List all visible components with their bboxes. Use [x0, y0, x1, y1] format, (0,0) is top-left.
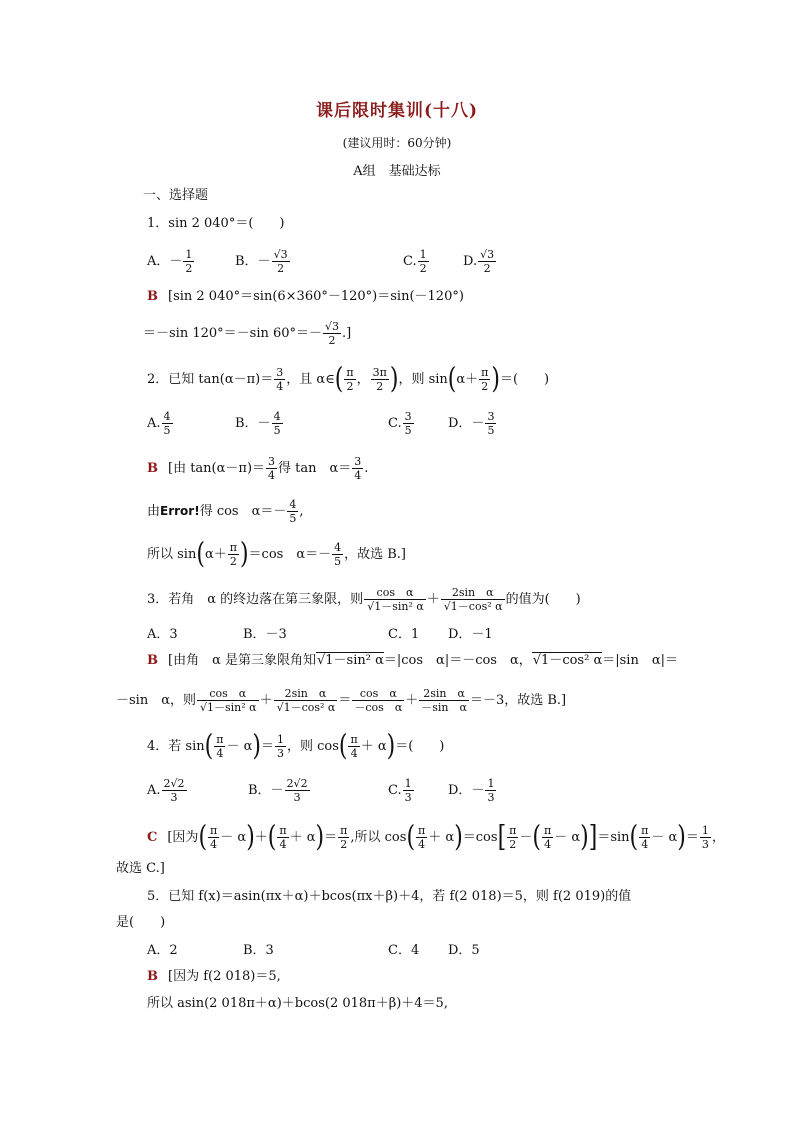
q1-opt-c: C. [403, 254, 417, 269]
q1-stem: 1．sin 2 040°＝( ) [147, 216, 285, 231]
q4-solution-line1: C [因为( $\frac{\pi}{4}$ － α)＋( $\frac{\pi}{4}$ ＋ α)＝ $\frac{\pi}{2}$ ,所以 cos( $\frac{\pi}{4}$ ＋ α)＝cos[ $\frac{\pi}{2}$ －( $\frac{\pi}{4}$ － α)]＝sin( $\frac{\pi}{4}$ － α)＝ $\frac{1}{3}$ ， [147, 820, 725, 854]
q1-solution-line2: ＝－sin 120°＝－sin 60°＝－ $\frac{√3}{2}$ .] [143, 320, 352, 347]
q2-options: A. $\frac{4}{5}$ B．－ $\frac{4}{5}$ C. $\frac{3}{5}$ D．－ $\frac{3}{5}$ [147, 410, 495, 437]
q5-stem-line1: 5．已知 f(x)＝asin(πx＋α)＋bcos(πx＋β)＋4，若 f(2 018)＝5，则 f(2 019)的值 [147, 889, 632, 904]
q5-options: A．2 B．3 C．4 D．5 [147, 943, 480, 958]
q4-solution-line2: 故选 C.] [116, 861, 165, 876]
q2-solution-line2: 由Error!得 cos α＝－ $\frac{4}{5}$ , [147, 498, 304, 525]
q3-solution-line2: －sin α，则 $\frac{\text{cos α}}{\text{√1－sin² α}}$ ＋ $\frac{\text{2sin α}}{\text{√1－cos² α}}$ ＝ $\frac{\text{cos α}}{\text{－cos α}}$ ＋ $\frac{\text{2sin α}}{\text{－sin α}}$ ＝－3，故选 B.] [116, 687, 567, 714]
q3-solution-line1: B [由角 α 是第三象限角知√1－sin² α＝|cos α|＝－cos α，√1－cos² α＝|sin α|＝ [147, 653, 678, 668]
q5-solution-line2: 所以 asin(2 018π＋α)＋bcos(2 018π＋β)＋4＝5, [147, 996, 448, 1011]
q5-solution-line1: B [因为 f(2 018)＝5, [147, 969, 281, 984]
time-hint: (建议用时：60分钟) [342, 136, 452, 150]
q4-options: A. $\frac{2√2}{3}$ B．－ $\frac{2√2}{3}$ C. $\frac{1}{3}$ D．－ $\frac{1}{3}$ [147, 777, 495, 804]
q3-options: A．3 B．－3 C．1 D．－1 [147, 627, 493, 642]
q2-solution-line1: B [由 tan(α－π)＝ $\frac{3}{4}$ 得 tan α＝ $\frac{3}{4}$ . [147, 455, 369, 482]
q5-stem-line2: 是( ) [116, 915, 166, 930]
group-label: A组 基础达标 [353, 164, 441, 179]
q2-solution-line3: 所以 sin(α＋ $\frac{\pi}{2}$ )＝cos α＝－ $\frac{4}{5}$ ，故选 B.] [147, 537, 406, 571]
q1-opt-a: A．－ [147, 254, 183, 269]
q1-opt-b: B．－ [235, 254, 271, 269]
q1-answer: B [147, 289, 158, 304]
q1-solution-line1: B [sin 2 040°＝sin(6×360°－120°)＝sin(－120°) [147, 289, 464, 304]
q1-options: A．－ $\frac{1}{2}$ B．－ $\frac{√3}{2}$ C. $\frac{1}{2}$ D. $\frac{√3}{2}$ [147, 248, 495, 275]
section-label: 一、选择题 [143, 188, 209, 203]
q3-stem: 3．若角 α 的终边落在第三象限，则 $\frac{\text{cos α}}{\text{√1－sin² α}}$ ＋ $\frac{\text{2sin α}}{\text{√1－cos² α}}$ 的值为( ) [147, 586, 581, 613]
page-title: 课后限时集训(十八) [315, 101, 479, 121]
q2-stem: 2．已知 tan(α－π)＝ $\frac{3}{4}$ ，且 α∈( $\frac{\pi}{2}$ ， $\frac{3\pi}{2}$ )，则 sin(α＋ $\frac{\pi}{2}$ )＝( ) [147, 362, 550, 396]
q4-stem: 4．若 sin( $\frac{\pi}{4}$ － α)＝ $\frac{1}{3}$ ，则 cos( $\frac{\pi}{4}$ ＋ α)＝( ) [147, 729, 445, 763]
q1-opt-d: D. [463, 254, 478, 269]
